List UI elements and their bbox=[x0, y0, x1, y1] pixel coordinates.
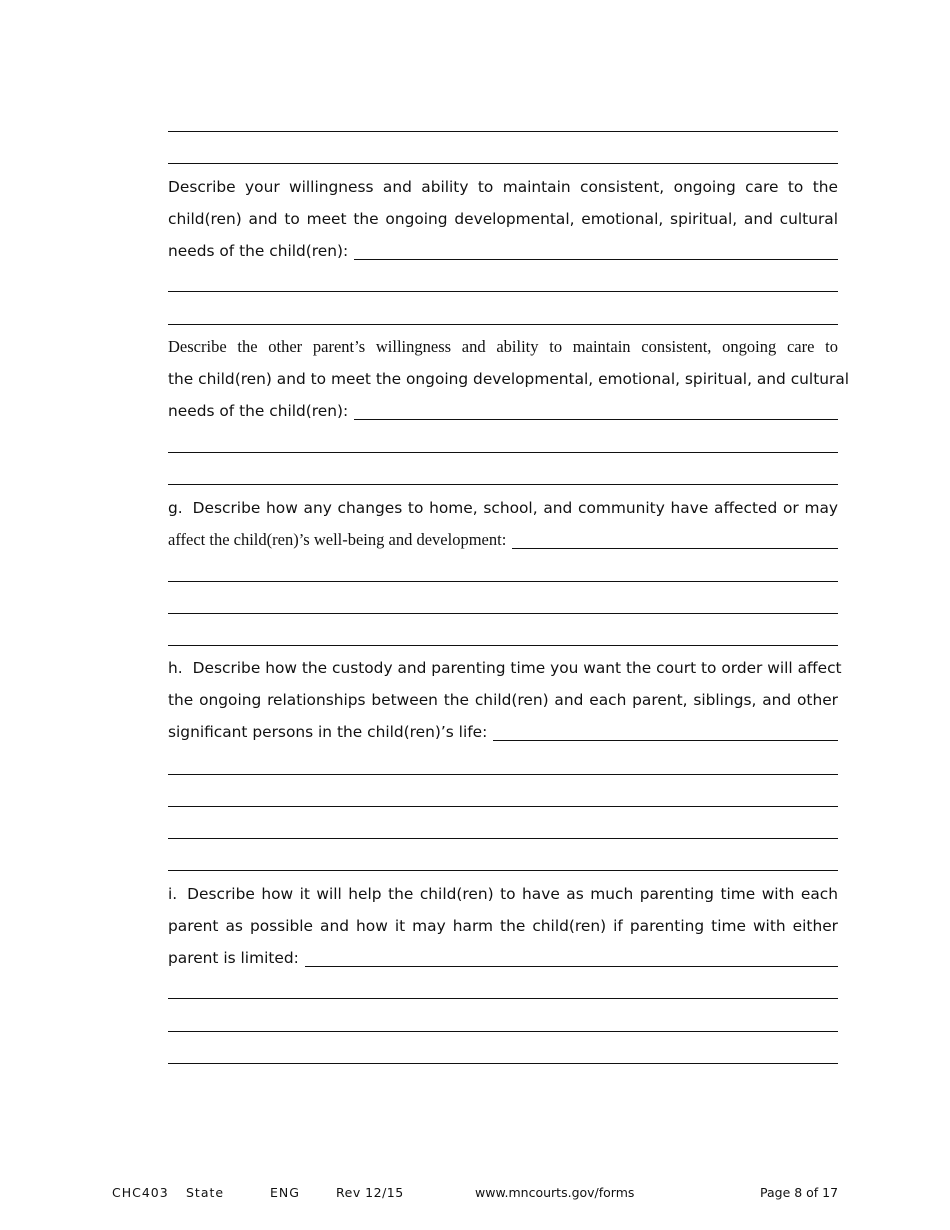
answer-line[interactable] bbox=[168, 163, 838, 164]
answer-line[interactable] bbox=[354, 259, 838, 260]
question-text-line: the ongoing relationships between the child(ren) and each parent, siblings, and other bbox=[168, 691, 838, 709]
question-text-line bbox=[168, 652, 842, 684]
question-text-line: the child(ren) and to meet the ongoing developmental, emotional, spiritual, and cultural bbox=[168, 370, 850, 388]
question-text-tail: parent is limited: bbox=[168, 949, 299, 967]
answer-line[interactable] bbox=[168, 806, 838, 807]
footer-form-code: CHC403 bbox=[112, 1185, 169, 1200]
footer-page-number: Page 8 of 17 bbox=[760, 1185, 839, 1200]
answer-line[interactable] bbox=[168, 1031, 838, 1032]
question-text-tail: affect the child(ren)’s well-being and development: bbox=[168, 530, 507, 549]
answer-line[interactable] bbox=[354, 419, 838, 420]
question-label: i. bbox=[168, 885, 178, 903]
answer-line[interactable] bbox=[168, 1063, 838, 1064]
question-text-line: Describe your willingness and ability to maintain consistent, ongoing care to the bbox=[168, 178, 838, 196]
question-text-line: child(ren) and to meet the ongoing developmental, emotional, spiritual, and cultural bbox=[168, 210, 838, 228]
question-willingness-other bbox=[168, 331, 850, 427]
answer-line[interactable] bbox=[168, 645, 838, 646]
answer-line[interactable] bbox=[305, 966, 838, 967]
footer-website[interactable]: www.mncourts.gov/forms bbox=[475, 1185, 635, 1200]
answer-line[interactable] bbox=[168, 998, 838, 999]
question-label: g. bbox=[168, 499, 183, 517]
answer-line[interactable] bbox=[168, 131, 838, 132]
answer-line[interactable] bbox=[168, 291, 838, 292]
footer-revision: Rev 12/15 bbox=[336, 1185, 404, 1200]
answer-line[interactable] bbox=[168, 452, 838, 453]
question-text-tail: needs of the child(ren): bbox=[168, 402, 349, 420]
question-i bbox=[168, 878, 838, 974]
question-text-line bbox=[168, 235, 838, 267]
question-text-line bbox=[168, 716, 838, 748]
answer-line[interactable] bbox=[168, 774, 838, 775]
question-label: h. bbox=[168, 659, 183, 677]
question-willingness-self bbox=[168, 171, 838, 267]
question-text: Describe how any changes to home, school, and community have affected or may bbox=[192, 499, 838, 517]
question-text: Describe how the custody and parenting time you want the court to order will affect bbox=[192, 659, 842, 677]
question-text: Describe how it will help the child(ren) to have as much parenting time with each bbox=[187, 885, 838, 903]
question-text-line bbox=[168, 942, 838, 974]
question-text-line: Describe the other parent’s willingness and ability to maintain consistent, ongoing care to bbox=[168, 337, 838, 356]
question-text-line bbox=[168, 492, 838, 524]
question-text-tail: significant persons in the child(ren)’s life: bbox=[168, 723, 488, 741]
question-text-line bbox=[168, 878, 838, 910]
question-g bbox=[168, 492, 838, 556]
footer-jurisdiction: State bbox=[186, 1185, 225, 1200]
question-text-line bbox=[168, 524, 838, 556]
answer-line[interactable] bbox=[168, 581, 838, 582]
answer-line[interactable] bbox=[512, 548, 838, 549]
question-h bbox=[168, 652, 842, 748]
question-text-tail: needs of the child(ren): bbox=[168, 242, 349, 260]
answer-line[interactable] bbox=[168, 324, 838, 325]
answer-line[interactable] bbox=[493, 740, 838, 741]
answer-line[interactable] bbox=[168, 484, 838, 485]
answer-line[interactable] bbox=[168, 838, 838, 839]
answer-line[interactable] bbox=[168, 870, 838, 871]
answer-line[interactable] bbox=[168, 613, 838, 614]
question-text-line: parent as possible and how it may harm the child(ren) if parenting time with either bbox=[168, 917, 838, 935]
question-text-line bbox=[168, 395, 838, 427]
footer-language: ENG bbox=[270, 1185, 300, 1200]
